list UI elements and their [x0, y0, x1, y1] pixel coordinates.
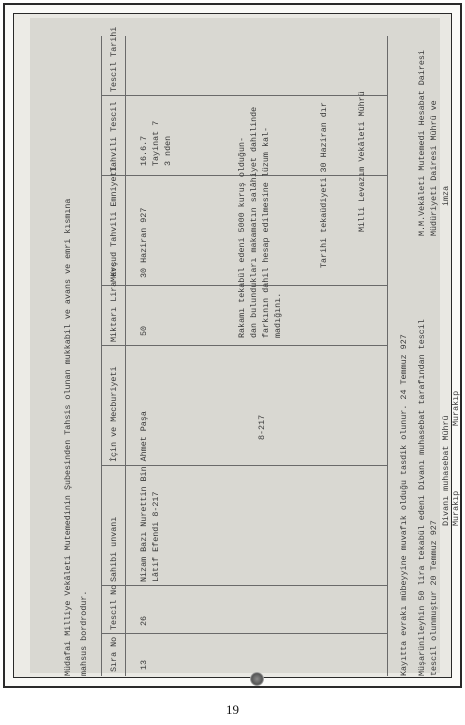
footer-muraki-1: Murakıp: [451, 490, 461, 526]
table-rule-header: [125, 36, 126, 676]
cell-tarih: 30 Haziran 927: [139, 207, 149, 278]
cell-a1: 16.6.7: [139, 135, 149, 166]
table-rule-bottom: [387, 36, 388, 676]
cell-sahibi-2: Lâtif Efendi 8-217: [151, 491, 161, 582]
col-divider: [101, 585, 387, 586]
header-sahibi: Sahibi unvanı: [109, 516, 119, 582]
col-divider: [101, 345, 387, 346]
col-divider: [101, 95, 387, 96]
note-1: Rakamı tekabül edeni 5000 kuruş olduğun-: [237, 136, 247, 338]
scanned-document: [30, 18, 461, 676]
note-3: farkının dahil hesap edilmesine lüzum kal-: [261, 126, 271, 338]
cell-tarih-2: Tarihi tekaüdiyeti 30 Haziran dır: [319, 102, 329, 268]
cell-ref: 8-217: [257, 414, 267, 440]
note-2: dan bulundukları makamatın salâhiyet dahilinde: [249, 106, 259, 338]
header-mevcud: Mevcud Tahvili Emniyeti: [109, 166, 119, 282]
punch-hole: [250, 672, 264, 686]
footer-vekalet-1: M.M.Vekâleti Mutemedi Hesabat Dairesi: [417, 50, 427, 236]
scan-border: [13, 13, 461, 678]
rotated-bordro: [57, 26, 461, 676]
header-miktar: Miktarı Lira Krş: [109, 261, 119, 342]
cell-a2: Tayinat 7: [151, 120, 161, 166]
footer-vekalet-2: Müdüriyeti Dairesi Mührü ve: [429, 100, 439, 236]
header-tescil-tarihi: Tescil Tarihi: [109, 26, 119, 92]
cell-a3: 3 nden: [163, 135, 173, 166]
cell-sira: 13: [139, 659, 149, 670]
header-tahvil: Tahvili Tescil: [109, 101, 119, 172]
cell-vekalet: Milli Levazım Vekâleti Mührü: [357, 91, 367, 232]
doc-title-2: mahsus bordrodur.: [79, 590, 89, 676]
cell-miktar: 50: [139, 325, 149, 336]
header-sira: Sıra No: [109, 636, 119, 672]
header-tescil: Tescil No: [109, 584, 119, 630]
footer-muraki-2: Murakıp: [451, 390, 461, 426]
footer-divan: Divanı muhasebat Mührü: [441, 415, 451, 526]
cell-sahibi-1: Nizam Bazı Nurettin Bin Ahmet Paşa: [139, 411, 149, 582]
footer-tescil-2: tescil olunmuştur 20 Temmuz 927: [429, 520, 439, 676]
note-4: madığını.: [273, 292, 283, 338]
footer-tescil-1: Müşarünileyhin 50 lira tekabül edeni Divanı muhasebat tarafından tescil: [417, 319, 427, 676]
scan-margin: [14, 14, 30, 677]
footer-kayit: Kayıtta evrakı mübeyyine muvafık olduğu tasdik olunur. 24 Temmuz 927: [399, 334, 409, 676]
table-rule-top: [101, 36, 102, 676]
header-icin: İçin ve Mecburiyeti: [109, 366, 119, 462]
page-number: 19: [226, 702, 239, 717]
cell-tescil: 26: [139, 615, 149, 626]
col-divider: [101, 633, 387, 634]
page-frame: [3, 3, 462, 688]
footer-vekalet-3: imza: [441, 185, 451, 206]
doc-title: Müdafai Milliye Vekâleti Mutemedinin Şubesinden Tahsis olunan mukkabil ve avans ve emri kısmına: [63, 198, 73, 676]
